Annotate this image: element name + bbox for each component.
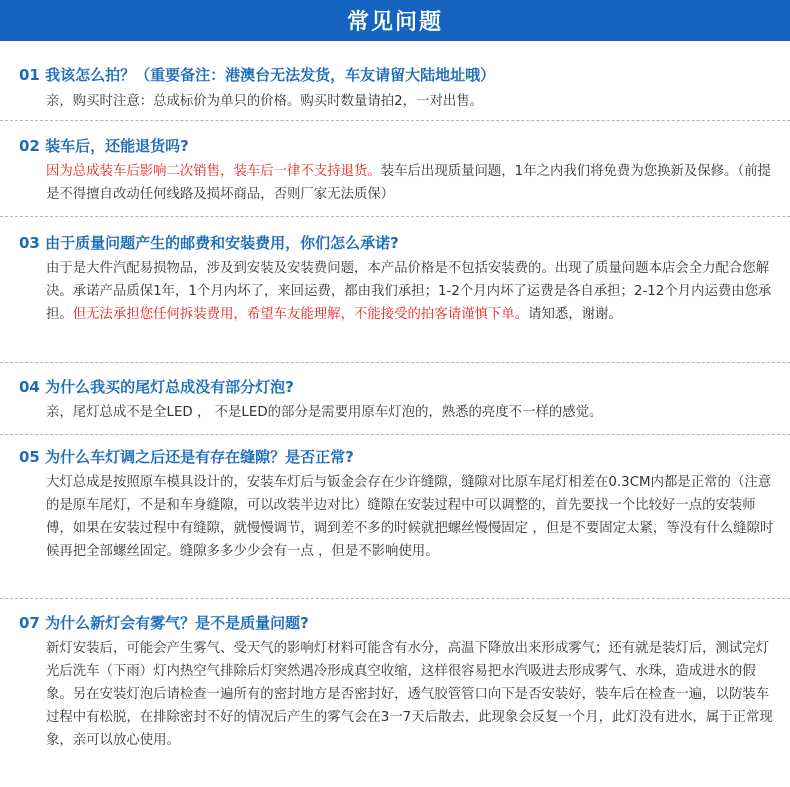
divider	[0, 598, 790, 599]
faq-answer-tail: 请知悉，谢谢。	[528, 307, 622, 322]
divider	[0, 362, 790, 363]
faq-answer: 亲，尾灯总成不是全LED ， 不是LED的部分是需要用原车灯泡的，熟悉的亮度不一样的感觉。	[46, 405, 603, 420]
divider	[0, 216, 790, 217]
faq-question: 01 我该怎么拍？（重要备注：港澳台无法发货，车友请留大陆地址哦）	[19, 66, 496, 84]
faq-question: 04 为什么我买的尾灯总成没有部分灯泡?	[19, 378, 294, 396]
faq-answer-warning: 因为总成装车后影响二次销售，装车后一律不支持退货。	[46, 164, 381, 179]
faq-question: 02 装车后，还能退货吗?	[19, 137, 189, 155]
divider	[0, 120, 790, 121]
faq-question: 05 为什么车灯调之后还是有存在缝隙？是否正常?	[19, 448, 354, 466]
faq-answer	[46, 160, 776, 206]
faq-question: 03 由于质量问题产生的邮费和安装费用，你们怎么承诺?	[19, 234, 399, 252]
faq-question: 07 为什么新灯会有雾气？是不是质量问题?	[19, 614, 309, 632]
faq-answer-warning: 但无法承担您任何拆装费用，希望车友能理解，不能接受的拍客请谨慎下单。	[72, 307, 529, 322]
faq-answer-text: 装车后出现质量问题，1年之内我们将免费为您换新及保修。（前提是不得擅自改动任何线路及损坏商品，否则厂家无法质保）	[46, 164, 771, 202]
page-title: 常见问题	[346, 10, 443, 35]
faq-answer: 新灯安装后，可能会产生雾气、受天气的影响灯材料可能含有水分，高温下降放出来形成雾气；还有就是装灯后，测试完灯光后洗车（下雨）灯内热空气排除后灯突然遇冷形成真空收缩，这样很容易把水汽吸进去形成雾气、水珠，造成进水的假象。另在安装灯泡后请检查一遍所有的密封地方是否密封好，透气胶管管口向下是否安装好，装车后在检查一遍，以防装车过程中有松脱，在排除密封不好的情况后产生的雾气会在3一7天后散去，此现象会反复一个月，此灯没有进水，属于正常现象，亲可以放心使用。	[46, 641, 773, 748]
page-header	[0, 0, 790, 41]
faq-answer-text: 由于是大件汽配易损物品，涉及到安装及安装费问题，本产品价格是不包括安装费的。出现了质量问题本店会全力配合您解决。承诺产品质保1年，1个月内坏了，来回运费，都由我们承担；1-2个月内坏了运费是各自承担；2-12个月内运费由您承担。	[46, 261, 772, 322]
faq-answer	[46, 257, 776, 326]
faq-answer: 亲，购买时注意：总成标价为单只的价格。购买时数量请拍2，一对出售。	[46, 94, 484, 109]
divider	[0, 434, 790, 435]
faq-answer: 大灯总成是按照原车模具设计的，安装车灯后与钣金会存在少许缝隙，缝隙对比原车尾灯相差在0.3CM内都是正常的（注意的是原车尾灯，不是和车身缝隙，可以改装半边对比）缝隙在安装过程中可以调整的，首先要找一个比较好一点的安装师傅，如果在安装过程中有缝隙，就慢慢调节，调到差不多的时候就把螺丝慢慢固定 ，但是不要固定太紧，等没有什么缝隙时候再把全部螺丝固定。缝隙多多少少会有一点 ，但是不影响使用。	[46, 475, 774, 559]
